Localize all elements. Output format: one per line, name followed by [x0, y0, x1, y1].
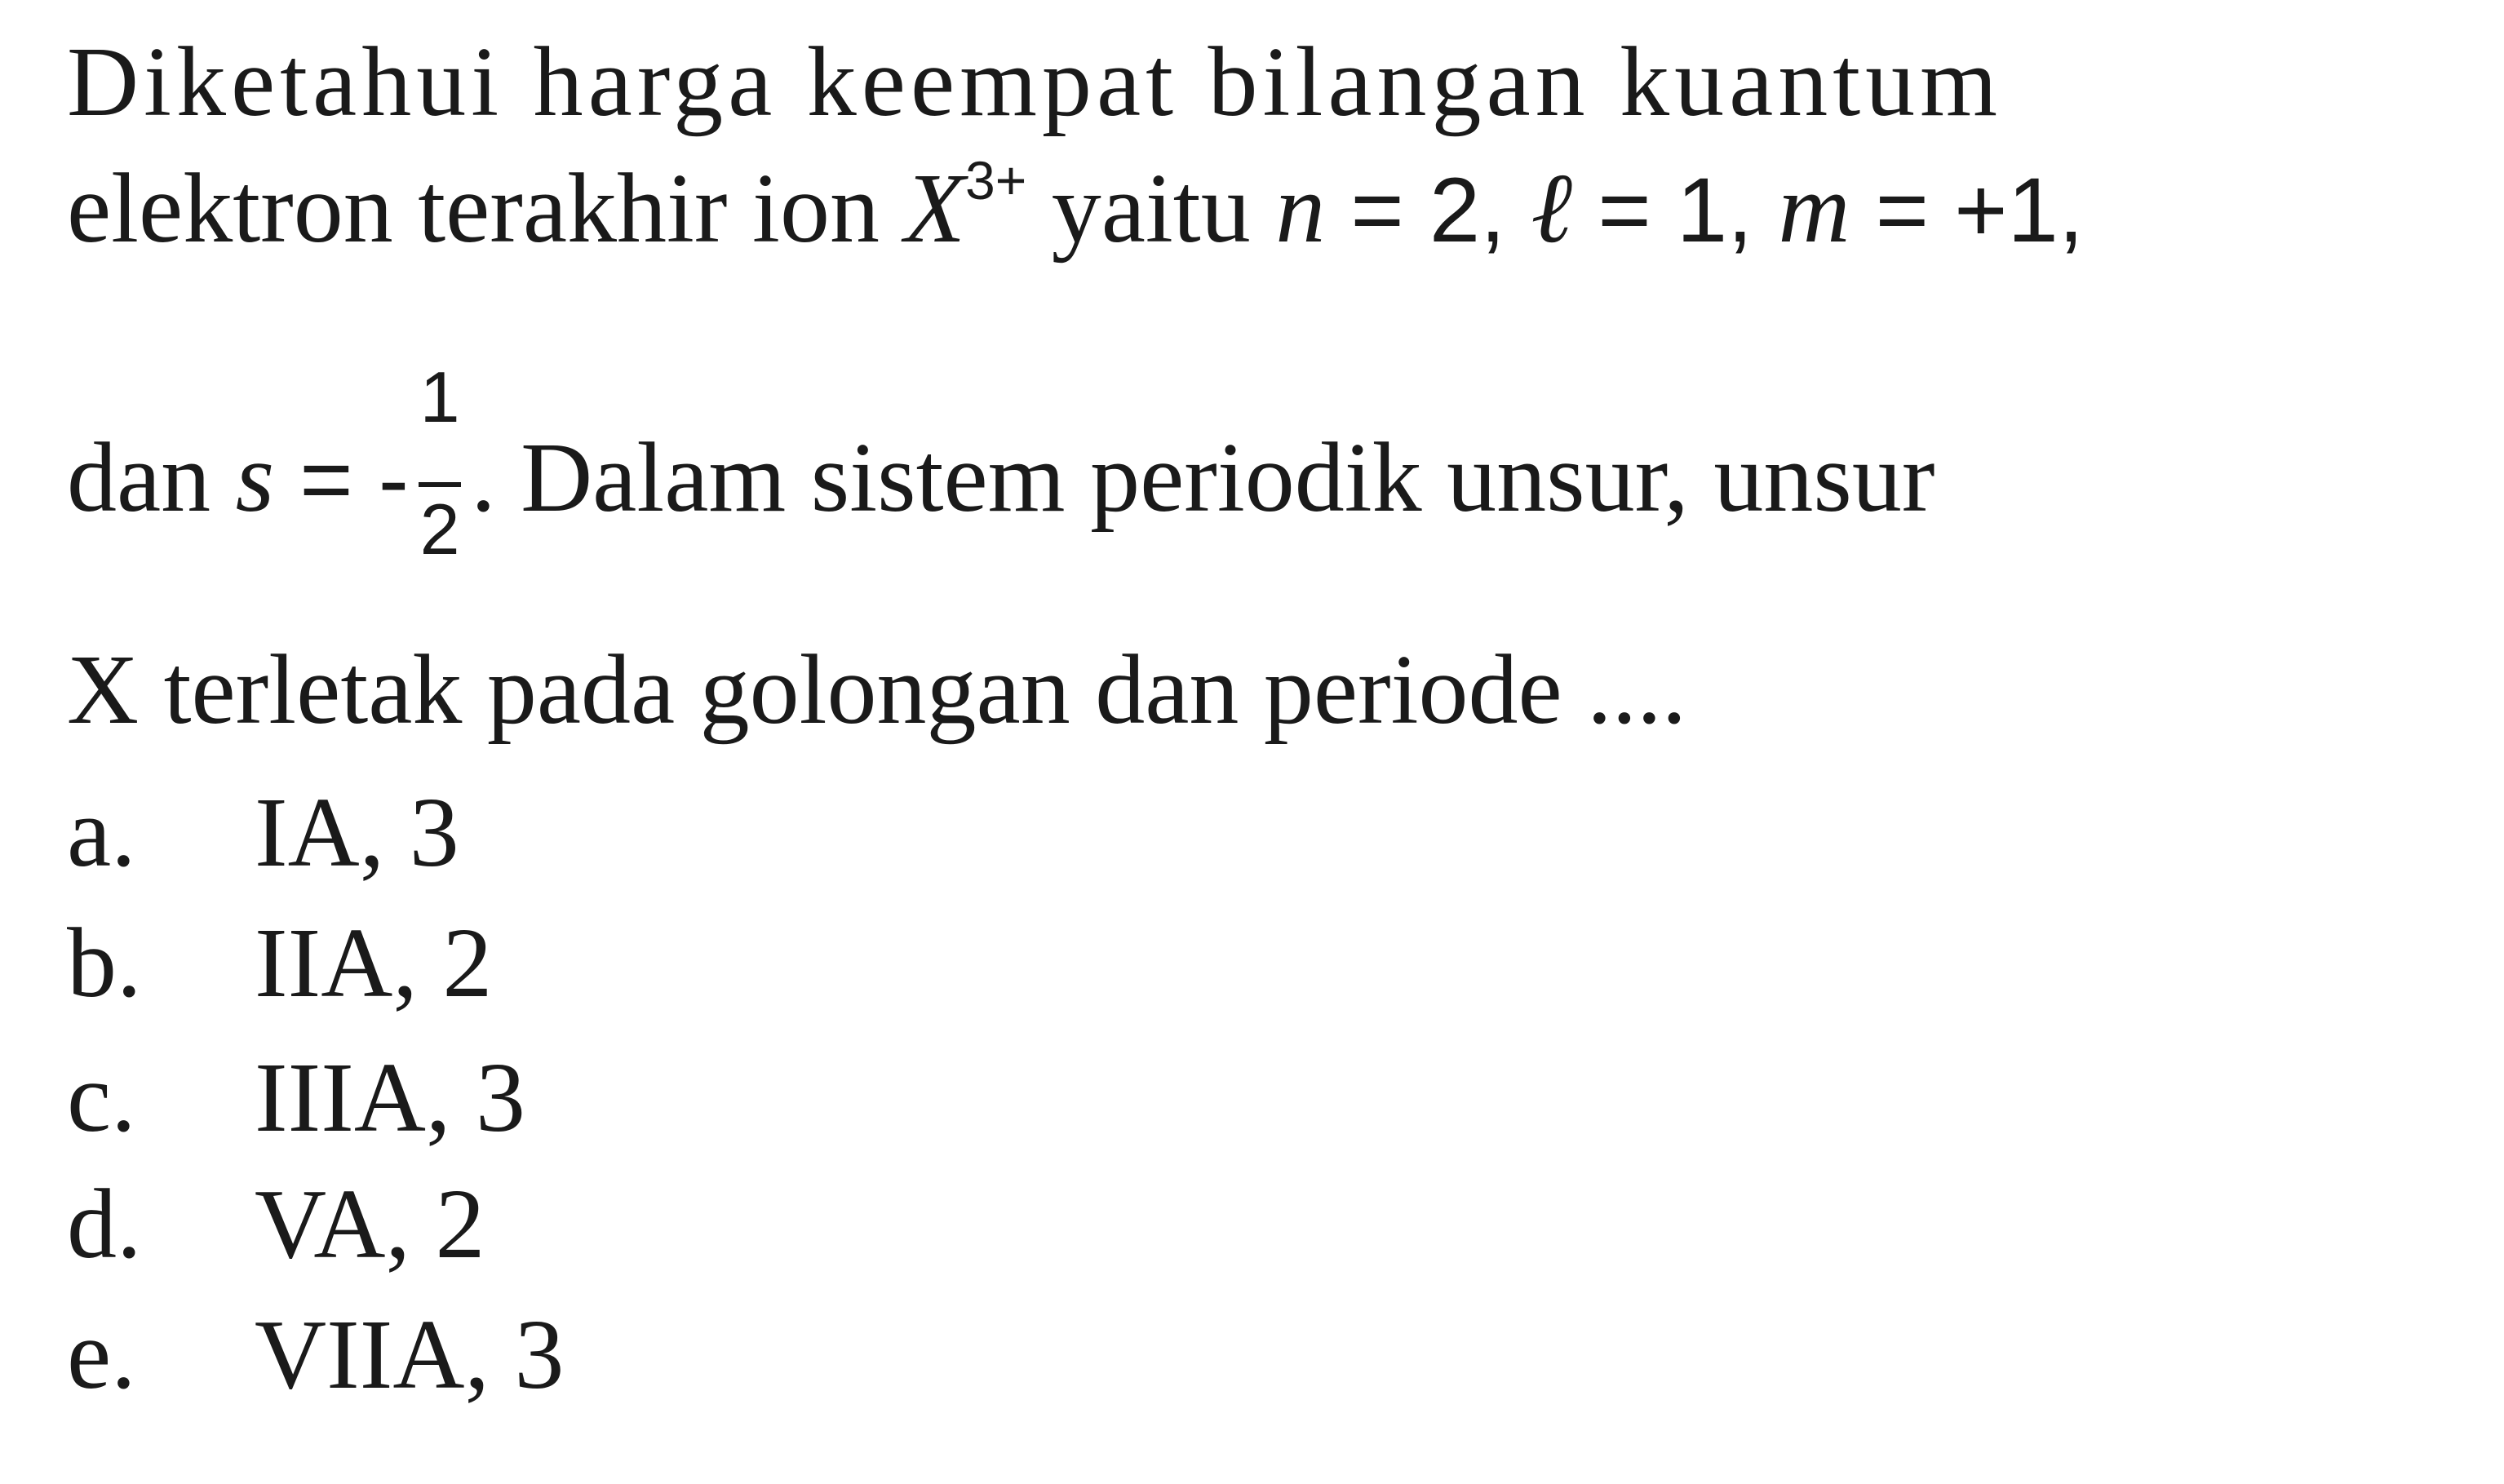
- line2-prefix: elektron terakhir ion: [67, 153, 905, 264]
- option-letter: c.: [67, 1043, 136, 1153]
- line2-mid: yaitu: [1026, 153, 1276, 264]
- option-text: IIIA, 3: [255, 1043, 525, 1153]
- option-text: VA, 2: [255, 1169, 485, 1279]
- question-line-4: X terletak pada golongan dan periode ....: [67, 635, 1687, 745]
- option-letter: e.: [67, 1300, 136, 1410]
- fraction: [415, 357, 464, 569]
- option-d[interactable]: [67, 1169, 485, 1279]
- fraction-denominator: 2: [419, 489, 460, 569]
- option-e[interactable]: [67, 1300, 565, 1410]
- l-variable: ℓ: [1531, 153, 1573, 264]
- option-b[interactable]: [67, 908, 493, 1018]
- n-variable: n: [1275, 153, 1326, 264]
- s-variable: s: [235, 423, 275, 533]
- ion-symbol: X: [904, 153, 965, 264]
- option-text: VIIA, 3: [255, 1300, 565, 1410]
- fraction-numerator: 1: [419, 357, 460, 437]
- m-variable: m: [1778, 153, 1850, 264]
- m-equation: = +1,: [1850, 159, 2084, 261]
- question-line-3: [67, 357, 1935, 569]
- option-text: IIA, 2: [255, 908, 493, 1018]
- question-line-1: Diketahui harga keempat bilangan kuantum: [67, 27, 2003, 137]
- ion-charge: 3+: [965, 150, 1027, 210]
- l-equation: = 1,: [1572, 159, 1779, 261]
- question-line-2: [67, 150, 2084, 264]
- option-text: IA, 3: [255, 777, 459, 888]
- option-letter: a.: [67, 777, 136, 888]
- n-equation: = 2,: [1325, 159, 1531, 261]
- line3-suffix: . Dalam sistem periodik unsur, unsur: [471, 423, 1935, 533]
- option-letter: b.: [67, 908, 142, 1018]
- line3-prefix: dan: [67, 423, 236, 533]
- option-a[interactable]: [67, 777, 459, 888]
- option-c[interactable]: [67, 1043, 525, 1153]
- s-equation: = -: [274, 428, 410, 530]
- option-letter: d.: [67, 1169, 142, 1279]
- fraction-bar: [419, 482, 461, 487]
